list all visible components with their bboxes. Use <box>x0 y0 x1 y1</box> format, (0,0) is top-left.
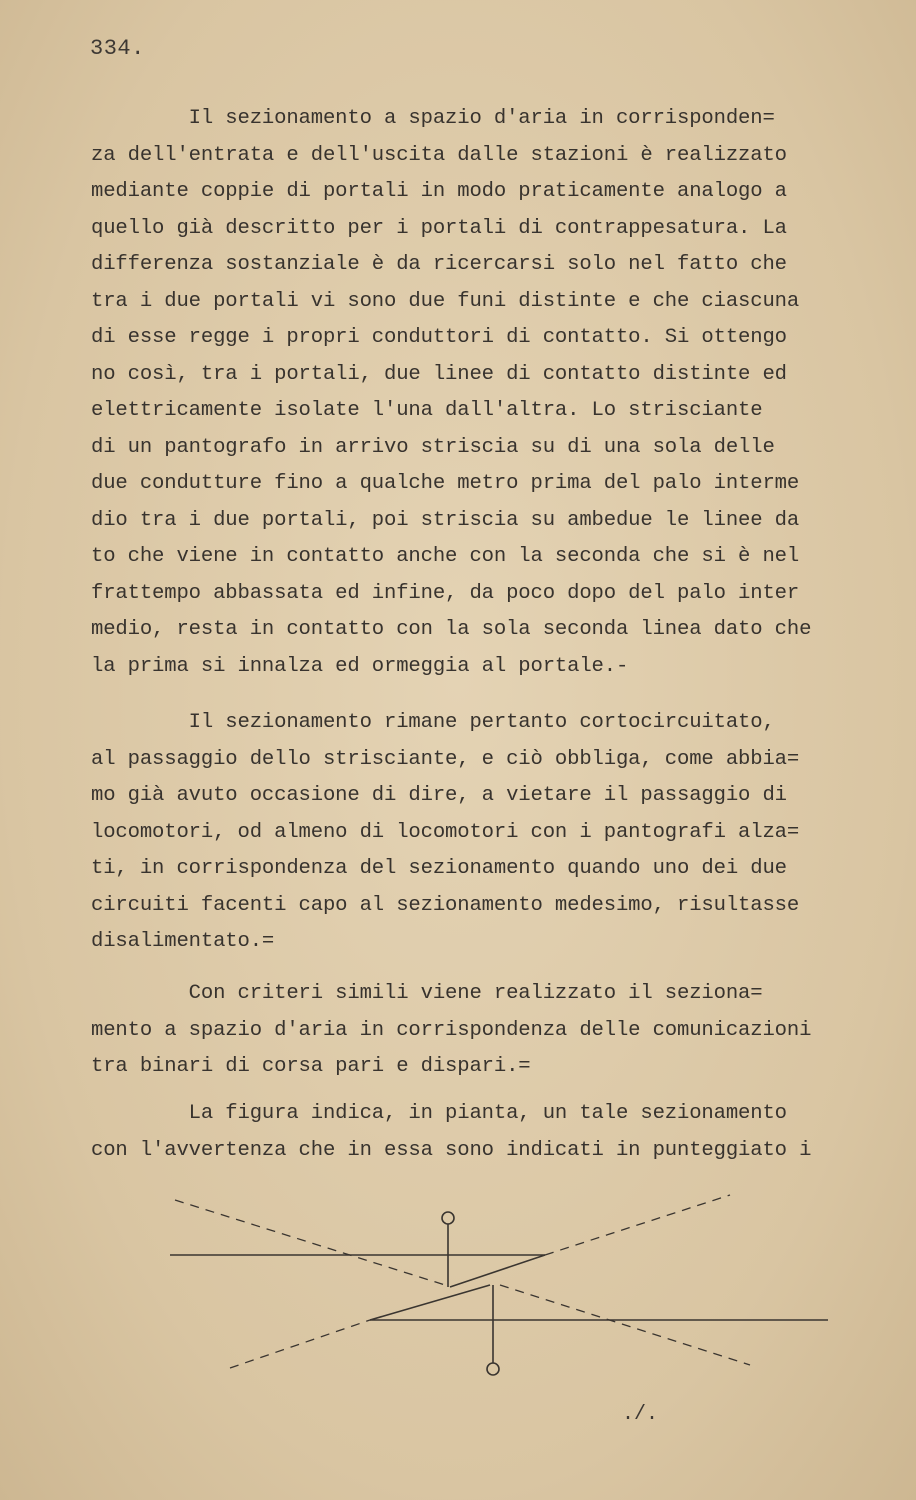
text-line: frattempo abbassata ed infine, da poco dopo del palo inter <box>91 581 800 605</box>
text-line: con l'avvertenza che in essa sono indicati in punteggiato i <box>91 1138 812 1162</box>
text-line: disalimentato.= <box>91 930 275 953</box>
text-line: quello già descritto per i portali di contrappesatura. La <box>91 216 787 240</box>
paragraph-4 <box>91 1096 851 1169</box>
text-line: di un pantografo in arrivo striscia su di una sola delle <box>91 435 775 459</box>
continuation-mark: ./. <box>622 1403 659 1426</box>
text-line: medio, resta in contatto con la sola seconda linea dato che <box>91 618 812 641</box>
text-line: ti, in corrispondenza del sezionamento quando uno dei due <box>91 857 787 880</box>
text-line: La figura indica, in pianta, un tale sezionamento <box>91 1102 787 1125</box>
text-line: differenza sostanziale è da ricercarsi solo nel fatto che <box>91 253 787 276</box>
text-line: mento a spazio d'aria in corrispondenza delle comunicazioni <box>91 1018 812 1042</box>
text-line: due condutture fino a qualche metro prima del palo interme <box>91 472 800 495</box>
dashed-line-upper-left <box>175 1200 445 1285</box>
dashed-line-lower-left <box>230 1320 370 1368</box>
dashed-line-lower-right <box>500 1285 750 1365</box>
sectioning-diagram-svg <box>160 1185 840 1385</box>
text-line: Il sezionamento rimane pertanto cortocircuitato, <box>91 711 775 734</box>
text-line: no così, tra i portali, due linee di contatto distinte ed <box>91 362 787 386</box>
text-line: za dell'entrata e dell'uscita dalle stazioni è realizzato <box>91 143 787 167</box>
text-line: mo già avuto occasione di dire, a vietare il passaggio di <box>91 784 787 807</box>
text-line: circuiti facenti capo al sezionamento medesimo, risultasse <box>91 893 800 917</box>
paragraph-1 <box>91 101 851 685</box>
upper-pole-circle <box>442 1212 454 1224</box>
text-line: elettricamente isolate l'una dall'altra. Lo strisciante <box>91 399 763 422</box>
text-line: al passaggio dello strisciante, e ciò obbliga, come abbia= <box>91 747 800 771</box>
text-line: mediante coppie di portali in modo praticamente analogo a <box>91 180 787 203</box>
text-line: di esse regge i propri conduttori di contatto. Si ottengo <box>91 326 787 349</box>
lower-pole-circle <box>487 1363 499 1375</box>
paragraph-2 <box>91 705 851 961</box>
text-line: la prima si innalza ed ormeggia al portale.- <box>91 654 629 678</box>
text-line: tra binari di corsa pari e dispari.= <box>91 1055 531 1078</box>
text-line: Con criteri simili viene realizzato il seziona= <box>91 982 763 1005</box>
sectioning-diagram <box>160 1185 840 1385</box>
text-line: tra i due portali vi sono due funi distinte e che ciascuna <box>91 289 800 313</box>
text-line: dio tra i due portali, poi striscia su ambedue le linee da <box>91 508 800 532</box>
lower-contact-taper <box>370 1285 490 1320</box>
text-line: to che viene in contatto anche con la seconda che si è nel <box>91 545 800 568</box>
text-line: Il sezionamento a spazio d'aria in corrisponden= <box>91 107 775 130</box>
upper-contact-taper <box>450 1255 545 1287</box>
page-number: 334. <box>90 36 145 61</box>
text-line: locomotori, od almeno di locomotori con i pantografi alza= <box>91 820 800 844</box>
paragraph-3 <box>91 976 851 1086</box>
dashed-line-upper-right <box>545 1195 730 1255</box>
